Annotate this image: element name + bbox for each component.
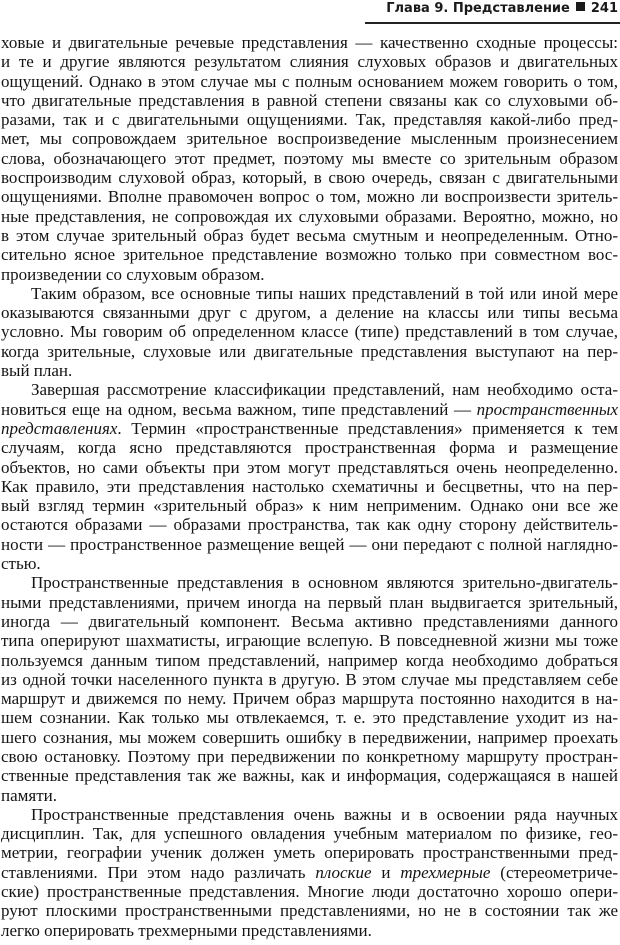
italic-term: пространственных: [476, 399, 618, 419]
page-number: 241: [590, 1, 618, 16]
text-line: [1, 612, 618, 631]
text-segment: ощущениями. Вполне правомочен вопрос о том, можно ли воспроизвести зритель-: [1, 187, 618, 207]
text-line: [1, 342, 618, 361]
text-line: [1, 689, 618, 708]
text-segment: ные представления, не сопровождая их слуховыми образами. Вероятно, можно, но: [1, 206, 618, 226]
text-line: [1, 477, 618, 496]
text-segment: Таким образом, все основные типы наших представлений в той или иной мере: [31, 283, 618, 303]
text-segment: сительно ясное зрительное представление возможно только при совместном вос-: [1, 245, 618, 265]
text-line: [1, 110, 618, 129]
text-segment: иногда — двигательный компонент. Весьма активно представлениями данного: [1, 611, 618, 631]
text-segment: Завершая рассмотрение классификации представлений, нам необходимо оста-: [31, 380, 618, 400]
text-segment: из одной точки населенного пункта в другую. В этом случае мы представляем себе: [1, 669, 618, 689]
text-line: [1, 458, 618, 477]
text-line: [1, 72, 618, 91]
text-segment: оказываются связанными друг с другом, а деление на классы или типы весьма: [1, 303, 618, 323]
text-line: [1, 380, 618, 399]
text-segment: условно. Мы говорим об определенном классе (типе) представлений в том случае,: [1, 322, 618, 342]
text-line: [1, 631, 618, 650]
text-segment: пользуемся данным типом представлений, например когда необходимо добраться: [1, 650, 618, 670]
text-line: [1, 786, 618, 805]
text-segment: Пространственные представления очень важны и в освоении ряда научных: [31, 804, 618, 824]
text-segment: Пространственные представления в основном являются зрительно-двигатель-: [31, 573, 618, 593]
text-line: [1, 747, 618, 766]
text-line: [1, 573, 618, 592]
text-line: [1, 284, 618, 303]
text-line: [1, 400, 618, 419]
text-segment: произведении со слуховым образом.: [1, 264, 265, 284]
text-line: [1, 207, 618, 226]
text-segment: ские) пространственные представления. Многие люди достаточно хорошо опери-: [1, 882, 618, 902]
text-line: [1, 187, 618, 206]
text-line: [1, 863, 618, 882]
text-line: [1, 554, 618, 573]
text-segment: и: [371, 862, 401, 882]
text-segment: шем сознании. Как только мы отвлекаемся, т. е. это представление уходит из на-: [1, 708, 618, 728]
text-segment: ставлениями. При этом надо различать: [1, 862, 316, 882]
text-line: [1, 129, 618, 148]
text-segment: Как правило, эти представления настолько схематичны и бесцветны, что на пер-: [1, 476, 618, 496]
text-segment: шего сознания, мы можем совершить ошибку в передвижении, например проехать: [1, 727, 618, 747]
text-segment: маршрут и движемся по нему. Причем образ маршрута постоянно находится в на-: [1, 689, 618, 709]
text-line: [1, 361, 618, 380]
text-segment: типа оперируют шахматисты, играющие вслепую. В повседневной жизни мы тоже: [1, 631, 618, 651]
text-segment: ховые и двигательные речевые представления — качественно сходные процессы:: [1, 33, 618, 52]
text-line: [1, 226, 618, 245]
text-line: [1, 52, 618, 71]
text-segment: руют плоскими пространственными представлениями, но не в состоянии так же: [1, 901, 618, 921]
text-segment: ственные представления так же важны, как и информация, содержащаяся в нашей: [1, 766, 618, 786]
text-line: [1, 33, 618, 52]
text-segment: ощущений. Однако в этом случае мы с полным основанием можем говорить о том,: [1, 71, 618, 91]
text-line: [1, 824, 618, 843]
text-segment: мет, мы сопровождаем зрительное воспроизведение мысленным произнесением: [1, 129, 618, 149]
text-line: [1, 91, 618, 110]
italic-term: представлениях: [1, 418, 118, 438]
italic-term: трехмерные: [400, 862, 491, 882]
text-line: [1, 535, 618, 554]
text-line: [1, 805, 618, 824]
text-segment: случаям, когда ясно представляются пространственная форма и размещение: [1, 438, 618, 458]
chapter-title: Глава 9. Представление: [386, 1, 570, 16]
text-line: [1, 766, 618, 785]
text-segment: свою остановку. Поэтому при передвижении по конкретному маршруту простран-: [1, 746, 618, 766]
text-segment: воспроизводим слуховой образ, который, в свою очередь, связан с двигательными: [1, 168, 618, 188]
text-segment: слова, обозначающего этот предмет, поэтому мы вместе со зрительным образом: [1, 148, 618, 168]
text-segment: вый взгляд термин «зрительный образ» к ним неприменим. Однако они все же: [1, 496, 618, 516]
text-line: [1, 438, 618, 457]
text-line: [1, 496, 618, 515]
text-segment: и те и другие являются результатом слияния слуховых образов и двигательных: [1, 52, 618, 72]
text-segment: разами, так и с двигательными ощущениями. Так, представляя какой-либо пред-: [1, 110, 618, 130]
text-segment: ными представлениями, причем иногда на первый план выдвигается зрительный,: [1, 592, 618, 612]
text-line: [1, 168, 618, 187]
text-segment: памяти.: [1, 785, 57, 805]
text-segment: . Термин «пространственные представления» применяется к тем: [117, 418, 618, 438]
text-segment: (стереометриче-: [490, 862, 618, 882]
text-segment: дисциплин. Так, для успешного овладения учебным материалом по физике, гео-: [1, 824, 618, 844]
text-line: [1, 322, 618, 341]
text-segment: что двигательные представления в равной степени связаны как со слуховыми об-: [1, 90, 618, 110]
italic-term: плоские: [315, 862, 372, 882]
text-line: [1, 515, 618, 534]
text-line: [1, 149, 618, 168]
text-line: [1, 303, 618, 322]
text-line: [1, 921, 618, 940]
text-segment: в этом случае зрительный образ будет весьма смутным и неопределенным. Отно-: [1, 225, 618, 245]
text-segment: вый план.: [1, 361, 73, 381]
text-line: [1, 265, 618, 284]
text-segment: метрии, географии ученик должен уметь оперировать пространственными пред-: [1, 843, 618, 863]
square-bullet-icon: [576, 2, 585, 11]
text-segment: ности — пространственное размещение вещей — они передают с полной наглядно-: [1, 534, 618, 554]
text-line: [1, 593, 618, 612]
text-segment: новиться еще на одном, весьма важном, типе представлений —: [1, 399, 477, 419]
text-line: [1, 901, 618, 920]
header-rule: [365, 22, 620, 24]
body-text: [1, 33, 618, 940]
text-line: [1, 708, 618, 727]
text-line: [1, 843, 618, 862]
text-line: [1, 245, 618, 264]
text-line: [1, 882, 618, 901]
text-line: [1, 419, 618, 438]
running-header: [386, 1, 618, 16]
text-line: [1, 728, 618, 747]
text-line: [1, 651, 618, 670]
text-segment: остаются образами — образами пространства, так как одну сторону действитель-: [1, 515, 618, 535]
text-segment: стью.: [1, 554, 41, 574]
text-segment: объектов, но сами объекты при этом могут представляться очень неопределенно.: [1, 457, 618, 477]
text-line: [1, 670, 618, 689]
text-segment: легко оперировать трехмерными представлениями.: [1, 920, 372, 940]
text-segment: когда зрительные, слуховые или двигательные представления выступают на пер-: [1, 341, 618, 361]
